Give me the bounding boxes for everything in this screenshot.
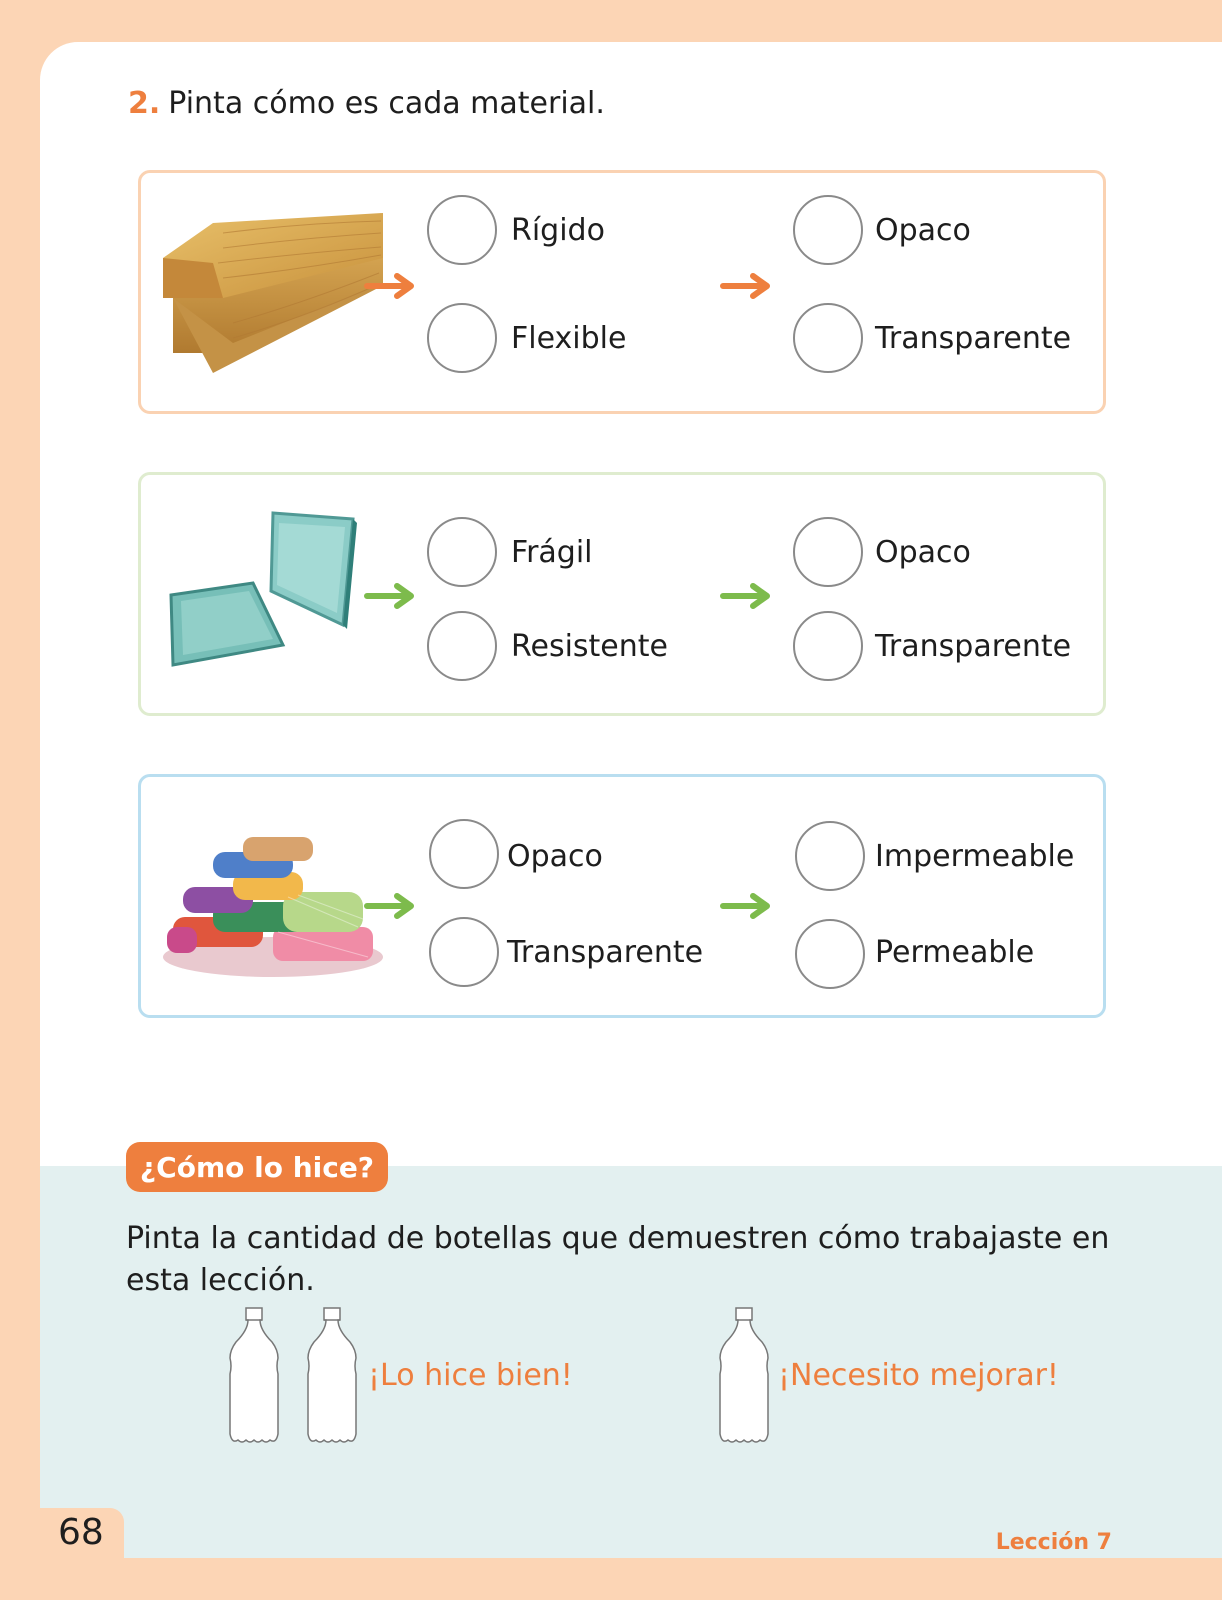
material-card-wood	[138, 170, 1106, 414]
arrow-right-icon	[363, 271, 419, 301]
wood-planks-image	[153, 203, 383, 393]
bottle-icon[interactable]	[716, 1306, 772, 1446]
worksheet-page	[40, 42, 1222, 1558]
arrow-right-icon	[719, 581, 775, 611]
activity-heading	[128, 86, 605, 121]
self-assessment-title: ¿Cómo lo hice?	[126, 1142, 388, 1192]
page-number-tab	[40, 1508, 124, 1558]
material-card-fabric	[138, 774, 1106, 1018]
option-circle-transparente[interactable]	[429, 917, 499, 987]
page-number: 68	[58, 1512, 104, 1553]
option-circle-impermeable[interactable]	[795, 821, 865, 891]
option-label: Impermeable	[875, 839, 1075, 874]
option-circle-rigido[interactable]	[427, 195, 497, 265]
option-circle-transparente[interactable]	[793, 303, 863, 373]
option-circle-opaco[interactable]	[793, 195, 863, 265]
lesson-label: Lección 7	[995, 1530, 1112, 1555]
self-assessment-instruction: Pinta la cantidad de botellas que demuestren cómo trabajaste en esta lección.	[126, 1221, 1110, 1298]
option-label: Frágil	[511, 535, 593, 570]
option-label: Transparente	[875, 629, 1072, 664]
option-label: Permeable	[875, 935, 1035, 970]
option-label: Transparente	[875, 321, 1072, 356]
activity-instruction: Pinta cómo es cada material.	[168, 86, 605, 121]
arrow-right-icon	[719, 891, 775, 921]
improve-label: ¡Necesito mejorar!	[778, 1358, 1059, 1393]
option-label: Resistente	[511, 629, 669, 664]
glass-panes-image	[153, 505, 383, 695]
bottle-icon[interactable]	[226, 1306, 282, 1446]
good-label: ¡Lo hice bien!	[368, 1358, 573, 1393]
option-circle-transparente[interactable]	[793, 611, 863, 681]
option-circle-resistente[interactable]	[427, 611, 497, 681]
option-label: Rígido	[511, 213, 605, 248]
arrow-right-icon	[363, 581, 419, 611]
option-circle-opaco[interactable]	[793, 517, 863, 587]
option-label: Opaco	[875, 213, 971, 248]
fabric-pile-image	[153, 807, 383, 997]
bottle-icon[interactable]	[304, 1306, 360, 1446]
arrow-right-icon	[363, 891, 419, 921]
option-circle-fragil[interactable]	[427, 517, 497, 587]
option-label: Flexible	[511, 321, 627, 356]
material-card-glass	[138, 472, 1106, 716]
option-label: Opaco	[875, 535, 971, 570]
option-circle-flexible[interactable]	[427, 303, 497, 373]
activity-number: 2.	[128, 86, 161, 121]
option-circle-permeable[interactable]	[795, 919, 865, 989]
option-circle-opaco[interactable]	[429, 819, 499, 889]
option-label: Transparente	[507, 935, 704, 970]
option-label: Opaco	[507, 839, 603, 874]
arrow-right-icon	[719, 271, 775, 301]
